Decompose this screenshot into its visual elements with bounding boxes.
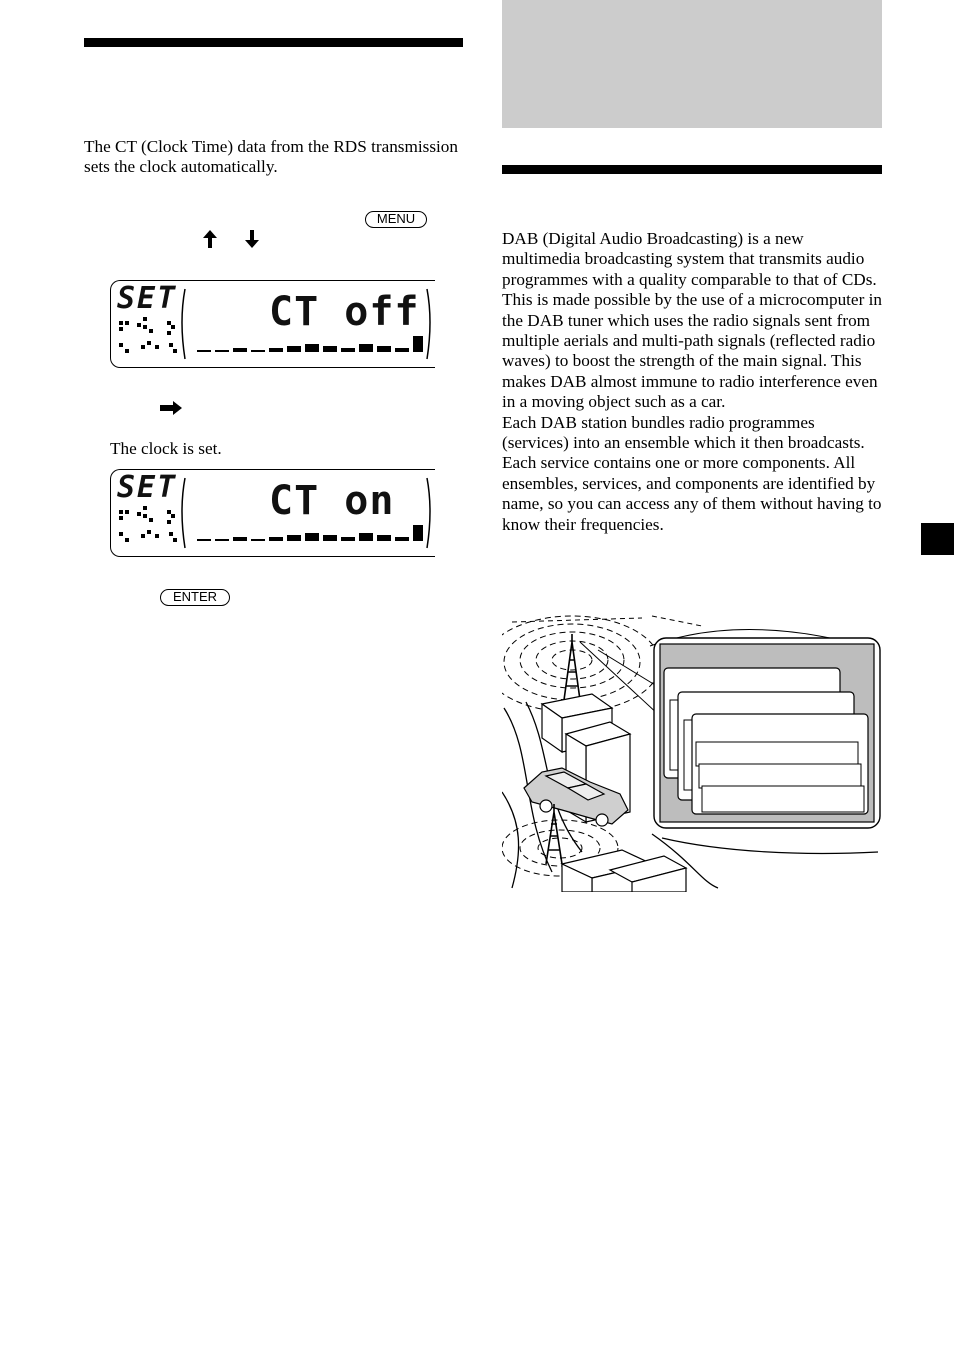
dab-illustration [502, 612, 884, 892]
enter-button[interactable]: ENTER [160, 589, 230, 606]
lcd-set-label: SET [117, 470, 178, 505]
lcd-display-ct-off [110, 280, 435, 368]
left-heading-rule [84, 38, 463, 47]
dab-paragraph-2: Each DAB station bundles radio programmes (services) into an ensemble which it then broadcasts. Each service contains one or more components. All ensembles, services, and components are identified by name, so you can access any of them without having to know their frequencies. [502, 412, 882, 534]
up-arrow-icon [202, 229, 218, 249]
lcd-main-text: CT off [269, 289, 420, 335]
ct-intro-text: The CT (Clock Time) data from the RDS transmission sets the clock automatically. [84, 137, 458, 177]
lcd-set-label: SET [117, 281, 178, 316]
lcd-display-ct-on [110, 469, 435, 557]
right-arrow-icon [159, 400, 183, 416]
menu-button[interactable]: MENU [365, 211, 427, 228]
dab-paragraph-1: DAB (Digital Audio Broadcasting) is a new multimedia broadcasting system that transmits audio programmes with a quality comparable to that of CDs. This is made possible by the use of a microcomputer in the DAB tuner which uses the radio signals sent from multiple aerials and multi-path signals (reflected radio waves) to boost the strength of the main signal. This makes DAB almost immune to radio interference even in a moving object such as a car. [502, 229, 882, 412]
right-heading-rule [502, 165, 882, 174]
lcd-main-text: CT on [269, 478, 395, 524]
down-arrow-icon [244, 229, 260, 249]
dab-description [502, 229, 884, 535]
section-tab-marker [921, 523, 954, 555]
clock-set-note: The clock is set. [110, 439, 222, 458]
section-title-box [502, 0, 882, 128]
